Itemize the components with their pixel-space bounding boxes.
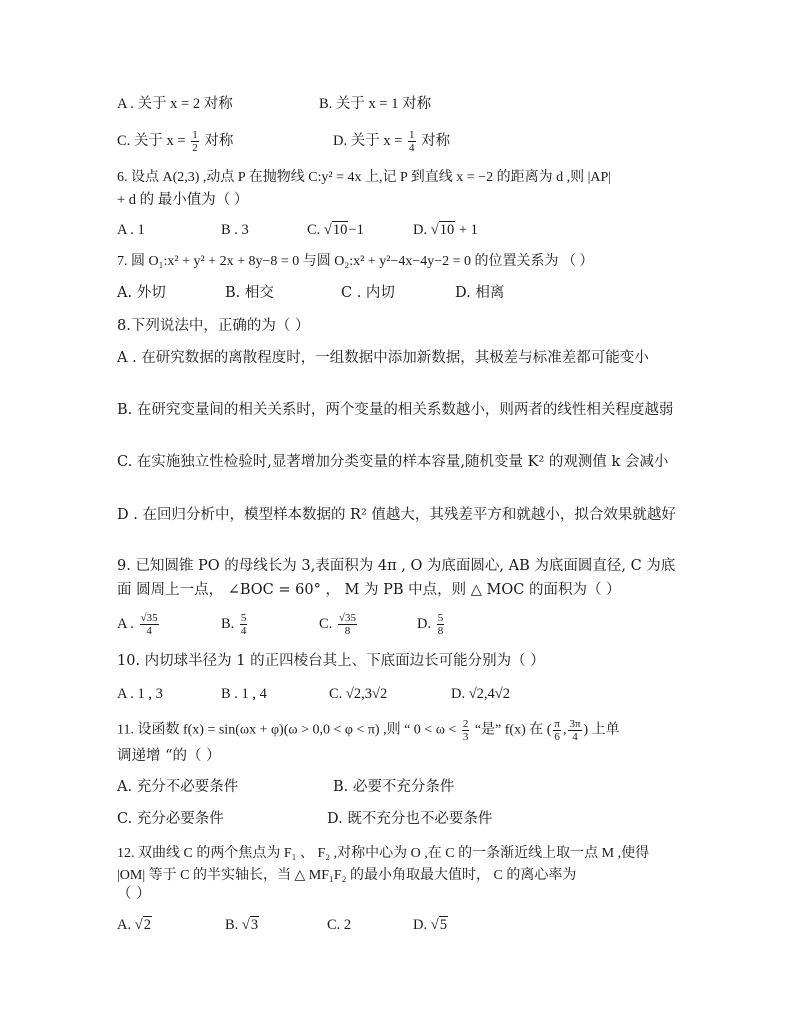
- numerator: 5: [437, 612, 444, 624]
- option-label: C.: [307, 222, 324, 238]
- q7-option-a: A. 外切: [117, 285, 166, 301]
- q8-option-d: D . 在回归分析中，模型样本数据的 R² 值越大，其残差平方和就越小，拟合效果就越好: [117, 507, 676, 523]
- denominator: 4: [572, 731, 578, 743]
- numerator: 1: [192, 129, 198, 141]
- q6-option-a: A . 1: [117, 222, 145, 238]
- q6-option-c: C. √10−1: [307, 222, 364, 238]
- fraction: [568, 718, 581, 743]
- denominator: 8: [344, 625, 351, 637]
- denominator: 2: [192, 142, 198, 154]
- option-label: A.: [117, 917, 135, 933]
- denominator: 8: [437, 625, 444, 637]
- separator: ,: [562, 722, 567, 738]
- q12-option-c: C. 2: [327, 917, 352, 933]
- q5-option-a: A . 关于 x = 2 对称: [117, 96, 233, 112]
- numerator: 5: [240, 612, 247, 624]
- fraction: [191, 129, 199, 154]
- q5-option-c: [117, 129, 233, 154]
- q5-option-b: B. 关于 x = 1 对称: [319, 96, 432, 112]
- numerator: 2: [462, 718, 469, 730]
- q6-stem-line2: + d 的 最小值为（ ）: [117, 192, 249, 208]
- q7-option-d: D. 相离: [455, 285, 505, 301]
- radicand: 2: [143, 917, 151, 933]
- denominator: 3: [462, 731, 469, 743]
- numerator: π: [554, 718, 560, 730]
- fraction: [338, 612, 357, 637]
- option-label: C.: [319, 615, 336, 632]
- q7-option-b: B. 相交: [225, 285, 274, 301]
- q9-stem: 9. 已知圆锥 PO 的母线长为 3,表面积为 4π , O 为底面圆心, AB 为底面圆直径, C 为底面 圆周上一点， ∠BOC = 60° ， M 为 PB 中点，则 △ MOC 的面积为（ ）: [117, 558, 676, 598]
- q6-option-d: D. √10 + 1: [413, 222, 478, 238]
- denominator: 4: [409, 142, 415, 154]
- denominator: 4: [240, 625, 247, 637]
- q5-option-c-suffix: 对称: [200, 132, 234, 149]
- q8-option-b: B. 在研究变量间的相关关系时，两个变量的相关系数越小，则两者的线性相关程度越弱: [117, 402, 674, 418]
- q10-option-a: A . 1 , 3: [117, 686, 163, 702]
- q8-option-a: A . 在研究数据的离散程度时，一组数据中添加新数据，其极差与标准差都可能变小: [117, 350, 649, 366]
- q11-option-a: A. 充分不必要条件: [117, 779, 239, 795]
- radicand: 10: [332, 222, 348, 238]
- q11-stem-line1: [117, 718, 620, 743]
- denominator: 6: [554, 731, 560, 743]
- q9-option-d: [417, 612, 446, 637]
- denominator: 4: [146, 625, 152, 637]
- radicand: 10: [439, 222, 455, 238]
- q7-option-c: C . 内切: [341, 285, 395, 301]
- numerator: 1: [409, 129, 415, 141]
- q10-option-b: B . 1 , 4: [221, 686, 267, 702]
- option-label: D.: [413, 917, 431, 933]
- fraction: [140, 612, 159, 637]
- numerator: √35: [140, 612, 158, 624]
- q8-stem: 8.下列说法中，正确的为（ ）: [117, 318, 310, 334]
- q11-option-b: B. 必要不充分条件: [333, 779, 455, 795]
- q5-option-d-text: D. 关于 x =: [333, 132, 407, 149]
- q8-option-c: C. 在实施独立性检验时,显著增加分类变量的样本容量,随机变量 K² 的观测值 k 会减小: [117, 454, 669, 470]
- q10-option-d: D. √2,4√2: [451, 686, 511, 702]
- q11-stem-line2: 调递增 “的（ ）: [117, 748, 221, 764]
- fraction: [462, 718, 470, 743]
- option-label: A .: [117, 615, 138, 632]
- q11-text: “是” f(x) 在 (: [471, 722, 552, 738]
- q7-stem: 7. 圆 O₁:x² + y² + 2x + 8y−8 = 0 与圆 O₂:x² + y²−4x−4y−2 = 0 的位置关系为 （ ）: [117, 254, 594, 269]
- q12-option-b: B. √3: [225, 917, 259, 933]
- q11-option-c: C. 充分必要条件: [117, 811, 224, 827]
- q9-option-c: [319, 612, 359, 637]
- q9-option-a: [117, 612, 161, 637]
- q12-option-a: A. √2: [117, 917, 151, 933]
- option-label: D.: [417, 615, 435, 632]
- option-suffix: + 1: [455, 222, 478, 238]
- q11-text: 11. 设函数 f(x) = sin(ωx + φ)(ω > 0,0 < φ < π) ,则 “ 0 < ω <: [117, 722, 460, 738]
- q9-option-b: [221, 612, 249, 637]
- q5-option-c-text: C. 关于 x =: [117, 132, 190, 149]
- option-label: B.: [225, 917, 242, 933]
- q10-option-c: C. √2,3√2: [329, 686, 388, 702]
- option-suffix: −1: [348, 222, 364, 238]
- numerator: 3π: [569, 718, 581, 730]
- q6-stem-line1: 6. 设点 A(2,3) ,动点 P 在抛物线 C:y² = 4x 上,记 P 到直线 x = −2 的距离为 d ,则 |AP|: [117, 170, 612, 185]
- fraction: [437, 612, 445, 637]
- q11-option-d: D. 既不充分也不必要条件: [327, 811, 493, 827]
- option-label: B.: [221, 615, 238, 632]
- fraction: [240, 612, 248, 637]
- q5-option-d: [333, 129, 450, 154]
- q12-option-d: D. √5: [413, 917, 447, 933]
- option-label: D.: [413, 222, 431, 238]
- q12-stem-line3: （ ）: [117, 886, 151, 902]
- q12-stem-line2: |OM| 等于 C 的半实轴长，当 △ MF₁F₂ 的最小角取最大值时， C 的离心率为: [117, 868, 577, 883]
- q11-text: ) 上单: [583, 722, 620, 738]
- radicand: 5: [439, 917, 447, 933]
- q5-option-d-suffix: 对称: [417, 132, 451, 149]
- fraction: [408, 129, 416, 154]
- radicand: 3: [250, 917, 259, 933]
- fraction: [553, 718, 561, 743]
- q6-option-b: B . 3: [221, 222, 249, 238]
- q10-stem: 10. 内切球半径为 1 的正四棱台其上、下底面边长可能分别为（ ）: [117, 653, 545, 669]
- numerator: √35: [338, 612, 356, 624]
- q12-stem-line1: 12. 双曲线 C 的两个焦点为 F₁ 、 F₂ ,对称中心为 O ,在 C 的一条渐近线上取一点 M ,使得: [117, 846, 650, 861]
